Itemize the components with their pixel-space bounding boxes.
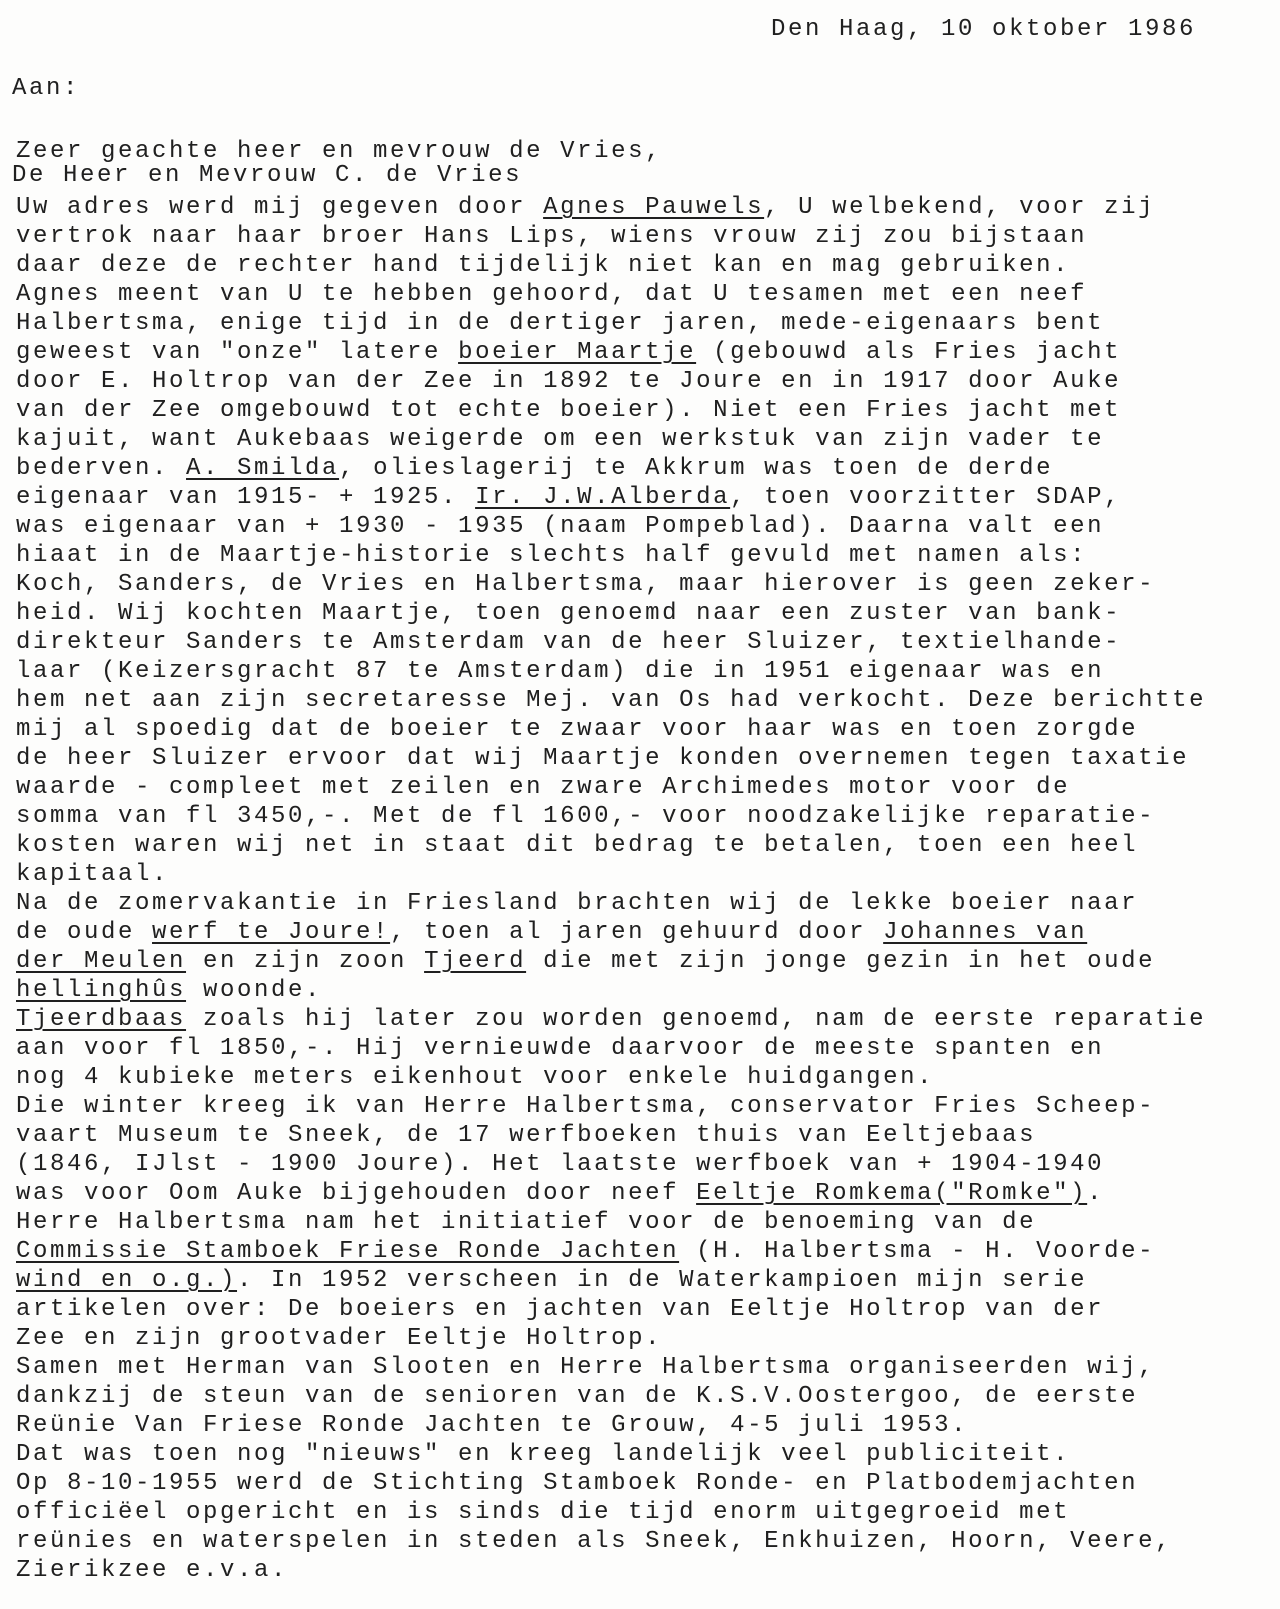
text-segment: de heer Sluizer ervoor dat wij Maartje konden overnemen tegen taxatie — [16, 745, 1190, 772]
body-line — [16, 396, 1206, 425]
text-segment: somma van fl 3450,-. Met de fl 1600,- voor noodzakelijke reparatie- — [16, 803, 1156, 830]
text-segment: Reünie Van Friese Ronde Jachten te Grouw, 4-5 juli 1953. — [16, 1412, 969, 1439]
text-segment: Agnes meent van U te hebben gehoord, dat U tesamen met een neef — [16, 281, 1088, 308]
body-line — [16, 1527, 1206, 1556]
text-segment: vertrok naar haar broer Hans Lips, wiens vrouw zij zou bijstaan — [16, 223, 1088, 250]
text-segment: , toen voorzitter SDAP, — [730, 484, 1122, 511]
underlined-text: werf te Joure! — [152, 919, 391, 946]
text-segment: geweest van "onze" latere — [16, 339, 459, 366]
body-line — [16, 512, 1206, 541]
recipient-name: De Heer en Mevrouw C. de Vries — [12, 162, 523, 189]
body-line — [16, 918, 1206, 947]
text-segment: aan voor fl 1850,-. Hij vernieuwde daarvoor de meeste spanten en — [16, 1035, 1105, 1062]
body-line — [16, 309, 1206, 338]
text-segment: (1846, IJlst - 1900 Joure). Het laatste werfboek van + 1904-1940 — [16, 1151, 1105, 1178]
underlined-text: Commissie Stamboek Friese Ronde Jachten — [16, 1238, 680, 1265]
body-line — [16, 222, 1206, 251]
text-segment: Die winter kreeg ik van Herre Halbertsma, conservator Fries Scheep- — [16, 1093, 1156, 1120]
text-segment: zoals hij later zou worden genoemd, nam de eerste reparatie — [186, 1006, 1207, 1033]
text-segment: was voor Oom Auke bijgehouden door neef — [16, 1180, 697, 1207]
text-segment: Halbertsma, enige tijd in de dertiger jaren, mede-eigenaars bent — [16, 310, 1105, 337]
letter-body — [16, 193, 1206, 1585]
text-segment: (H. Halbertsma - H. Voorde- — [679, 1238, 1156, 1265]
text-segment: . — [1087, 1180, 1105, 1207]
body-line — [16, 1208, 1206, 1237]
underlined-text: Johannes van — [883, 919, 1088, 946]
text-segment: door E. Holtrop van der Zee in 1892 te Joure en in 1917 door Auke — [16, 368, 1122, 395]
body-line — [16, 570, 1206, 599]
body-line — [16, 1295, 1206, 1324]
body-line — [16, 1063, 1206, 1092]
body-line — [16, 947, 1206, 976]
text-segment: Dat was toen nog "nieuws" en kreeg landelijk veel publiciteit. — [16, 1441, 1071, 1468]
underlined-text: der Meulen — [16, 948, 187, 975]
text-segment: nog 4 kubieke meters eikenhout voor enkele huidgangen. — [16, 1064, 935, 1091]
text-segment: bederven. — [16, 455, 187, 482]
text-segment: heid. Wij kochten Maartje, toen genoemd naar een zuster van bank- — [16, 600, 1122, 627]
text-segment: officiëel opgericht en is sinds die tijd enorm uitgegroeid met — [16, 1499, 1071, 1526]
text-segment: kosten waren wij net in staat dit bedrag te betalen, toen een heel — [16, 832, 1139, 859]
body-line — [16, 280, 1206, 309]
text-segment: direkteur Sanders te Amsterdam van de heer Sluizer, textielhande- — [16, 629, 1122, 656]
body-line — [16, 367, 1206, 396]
text-segment: , olieslagerij te Akkrum was toen de derde — [339, 455, 1054, 482]
body-line — [16, 831, 1206, 860]
text-segment: Herre Halbertsma nam het initiatief voor de benoeming van de — [16, 1209, 1037, 1236]
text-segment: mij al spoedig dat de boeier te zwaar voor haar was en toen zorgde — [16, 716, 1139, 743]
body-line — [16, 860, 1206, 889]
underlined-text: Tjeerd — [424, 948, 527, 975]
text-segment: Zee en zijn grootvader Eeltje Holtrop. — [16, 1325, 663, 1352]
text-segment: kajuit, want Aukebaas weigerde om een werkstuk van zijn vader te — [16, 426, 1105, 453]
text-segment: , U welbekend, voor zij — [764, 194, 1156, 221]
text-segment: reünies en waterspelen in steden als Sneek, Enkhuizen, Hoorn, Veere, — [16, 1528, 1173, 1555]
body-line — [16, 1237, 1206, 1266]
body-line — [16, 976, 1206, 1005]
body-line — [16, 802, 1206, 831]
text-segment: Uw adres werd mij gegeven door — [16, 194, 544, 221]
body-line — [16, 193, 1206, 222]
place-date: Den Haag, 10 oktober 1986 — [771, 16, 1197, 43]
body-line — [16, 1411, 1206, 1440]
body-line — [16, 1498, 1206, 1527]
body-line — [16, 744, 1206, 773]
salutation: Zeer geachte heer en mevrouw de Vries, — [16, 138, 663, 165]
text-segment: (gebouwd als Fries jacht — [696, 339, 1122, 366]
text-segment: . In 1952 verscheen in de Waterkampioen mijn serie — [237, 1267, 1088, 1294]
body-line — [16, 1121, 1206, 1150]
underlined-text: wind en o.g.) — [16, 1267, 238, 1294]
underlined-text: Agnes Pauwels — [543, 194, 765, 221]
text-segment: eigenaar van 1915- + 1925. — [16, 484, 476, 511]
body-line — [16, 715, 1206, 744]
body-line — [16, 1092, 1206, 1121]
body-line — [16, 1005, 1206, 1034]
body-line — [16, 454, 1206, 483]
text-segment: dankzij de steun van de senioren van de K.S.V.Oostergoo, de eerste — [16, 1383, 1139, 1410]
text-segment: Op 8-10-1955 werd de Stichting Stamboek Ronde- en Platbodemjachten — [16, 1470, 1139, 1497]
body-line — [16, 1324, 1206, 1353]
body-line — [16, 1034, 1206, 1063]
text-segment: vaart Museum te Sneek, de 17 werfboeken thuis van Eeltjebaas — [16, 1122, 1037, 1149]
body-line — [16, 251, 1206, 280]
underlined-text: Tjeerdbaas — [16, 1006, 187, 1033]
text-segment: kapitaal. — [16, 861, 170, 888]
text-segment: Zierikzee e.v.a. — [16, 1557, 289, 1584]
body-line — [16, 541, 1206, 570]
text-segment: de oude — [16, 919, 153, 946]
body-line — [16, 686, 1206, 715]
text-segment: Koch, Sanders, de Vries en Halbertsma, maar hierover is geen zeker- — [16, 571, 1156, 598]
underlined-text: boeier Maartje — [458, 339, 697, 366]
text-segment: , toen al jaren gehuurd door — [390, 919, 884, 946]
body-line — [16, 1353, 1206, 1382]
body-line — [16, 483, 1206, 512]
body-line — [16, 1150, 1206, 1179]
body-line — [16, 425, 1206, 454]
text-segment: daar deze de rechter hand tijdelijk niet kan en mag gebruiken. — [16, 252, 1071, 279]
text-segment: artikelen over: De boeiers en jachten van Eeltje Holtrop van der — [16, 1296, 1105, 1323]
underlined-text: Eeltje Romkema("Romke") — [696, 1180, 1088, 1207]
body-line — [16, 1382, 1206, 1411]
body-line — [16, 1440, 1206, 1469]
body-line — [16, 628, 1206, 657]
text-segment: Samen met Herman van Slooten en Herre Halbertsma organiseerden wij, — [16, 1354, 1156, 1381]
text-segment: hem net aan zijn secretaresse Mej. van Os had verkocht. Deze berichtte — [16, 687, 1207, 714]
text-segment: en zijn zoon — [186, 948, 425, 975]
to-label: Aan: — [12, 75, 81, 102]
underlined-text: Ir. J.W.Alberda — [475, 484, 731, 511]
body-line — [16, 1556, 1206, 1585]
underlined-text: A. Smilda — [186, 455, 340, 482]
text-segment: laar (Keizersgracht 87 te Amsterdam) die in 1951 eigenaar was en — [16, 658, 1105, 685]
body-line — [16, 773, 1206, 802]
body-line — [16, 889, 1206, 918]
text-segment: woonde. — [186, 977, 323, 1004]
underlined-text: hellinghûs — [16, 977, 187, 1004]
body-line — [16, 1179, 1206, 1208]
text-segment: hiaat in de Maartje-historie slechts half gevuld met namen als: — [16, 542, 1088, 569]
text-segment: was eigenaar van + 1930 - 1935 (naam Pompeblad). Daarna valt een — [16, 513, 1105, 540]
body-line — [16, 657, 1206, 686]
text-segment: die met zijn jonge gezin in het oude — [526, 948, 1156, 975]
text-segment: van der Zee omgebouwd tot echte boeier). Niet een Fries jacht met — [16, 397, 1122, 424]
body-line — [16, 1469, 1206, 1498]
body-line — [16, 599, 1206, 628]
body-line — [16, 338, 1206, 367]
text-segment: waarde - compleet met zeilen en zware Archimedes motor voor de — [16, 774, 1071, 801]
text-segment: Na de zomervakantie in Friesland brachten wij de lekke boeier naar — [16, 890, 1139, 917]
body-line — [16, 1266, 1206, 1295]
